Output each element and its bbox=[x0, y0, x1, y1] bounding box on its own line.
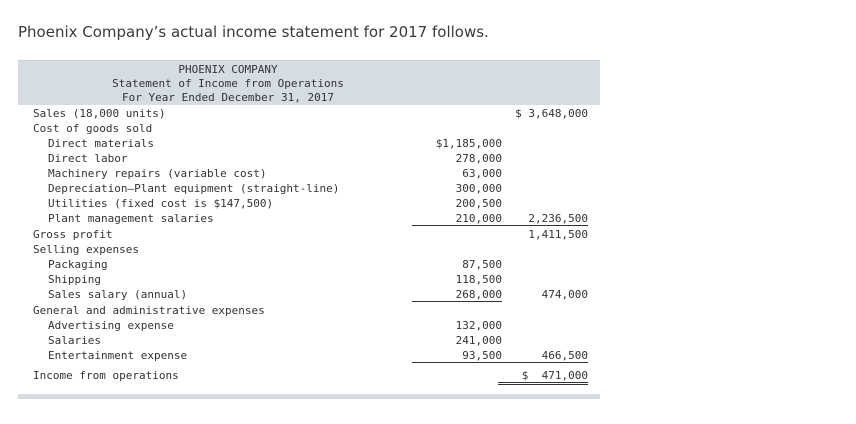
row-label: Sales (18,000 units) bbox=[33, 107, 166, 120]
row-selling-expenses bbox=[18, 243, 600, 258]
col2-value: $ 471,000 bbox=[498, 369, 588, 385]
row-income-from-operations bbox=[18, 369, 600, 384]
row-depreciation bbox=[18, 182, 600, 197]
col2-value: 1,411,500 bbox=[528, 228, 588, 241]
row-direct-labor bbox=[18, 152, 600, 167]
row-shipping bbox=[18, 273, 600, 288]
row-machinery-repairs bbox=[18, 167, 600, 182]
col1-value: 87,500 bbox=[462, 258, 502, 271]
row-label: Income from operations bbox=[33, 369, 179, 382]
row-label: Direct materials bbox=[48, 137, 154, 150]
col2-value: 2,236,500 bbox=[498, 212, 588, 226]
row-sales bbox=[18, 107, 600, 122]
row-plant-management bbox=[18, 212, 600, 227]
row-label: Depreciation—Plant equipment (straight-line) bbox=[48, 182, 340, 195]
col1-value: 210,000 bbox=[412, 212, 502, 226]
company-name: PHOENIX COMPANY bbox=[178, 63, 278, 76]
row-label: Plant management salaries bbox=[48, 212, 214, 225]
row-label: Sales salary (annual) bbox=[48, 288, 188, 301]
row-label: Entertainment expense bbox=[48, 349, 188, 362]
col1-value: 300,000 bbox=[455, 182, 502, 195]
col2-value: 474,000 bbox=[541, 288, 588, 301]
statement-header bbox=[18, 61, 600, 105]
col1-value: 241,000 bbox=[455, 334, 502, 347]
row-label: Machinery repairs (variable cost) bbox=[48, 167, 267, 180]
row-direct-materials bbox=[18, 137, 600, 152]
row-advertising bbox=[18, 319, 600, 334]
row-label: Advertising expense bbox=[48, 319, 174, 332]
col2-value: 466,500 bbox=[498, 349, 588, 363]
row-sales-salary bbox=[18, 288, 600, 303]
row-label: Shipping bbox=[48, 273, 101, 286]
row-label: General and administrative expenses bbox=[33, 304, 265, 317]
row-utilities bbox=[18, 197, 600, 212]
row-salaries bbox=[18, 334, 600, 349]
col1-value: 63,000 bbox=[462, 167, 502, 180]
col1-value: 93,500 bbox=[412, 349, 502, 363]
statement-footer-bar bbox=[18, 394, 600, 399]
intro-text: Phoenix Company’s actual income statement for 2017 follows. bbox=[18, 23, 489, 41]
col1-value: 118,500 bbox=[455, 273, 502, 286]
row-gen-admin bbox=[18, 304, 600, 319]
row-label: Selling expenses bbox=[33, 243, 139, 256]
row-label: Direct labor bbox=[48, 152, 128, 165]
statement-title: Statement of Income from Operations bbox=[112, 77, 344, 90]
col1-value: 268,000 bbox=[412, 288, 502, 302]
col1-value: 278,000 bbox=[455, 152, 502, 165]
row-label: Salaries bbox=[48, 334, 101, 347]
row-cogs bbox=[18, 122, 600, 137]
col1-value: 200,500 bbox=[455, 197, 502, 210]
row-label: Utilities (fixed cost is $147,500) bbox=[48, 197, 274, 210]
row-label: Packaging bbox=[48, 258, 108, 271]
col1-value: 132,000 bbox=[455, 319, 502, 332]
row-label: Cost of goods sold bbox=[33, 122, 153, 135]
row-gross-profit bbox=[18, 228, 600, 243]
col1-value: $1,185,000 bbox=[435, 137, 502, 150]
col2-value: $ 3,648,000 bbox=[515, 107, 588, 120]
income-statement bbox=[18, 60, 600, 401]
row-packaging bbox=[18, 258, 600, 273]
row-entertainment bbox=[18, 349, 600, 364]
statement-period: For Year Ended December 31, 2017 bbox=[122, 91, 334, 104]
row-label: Gross profit bbox=[33, 228, 113, 241]
